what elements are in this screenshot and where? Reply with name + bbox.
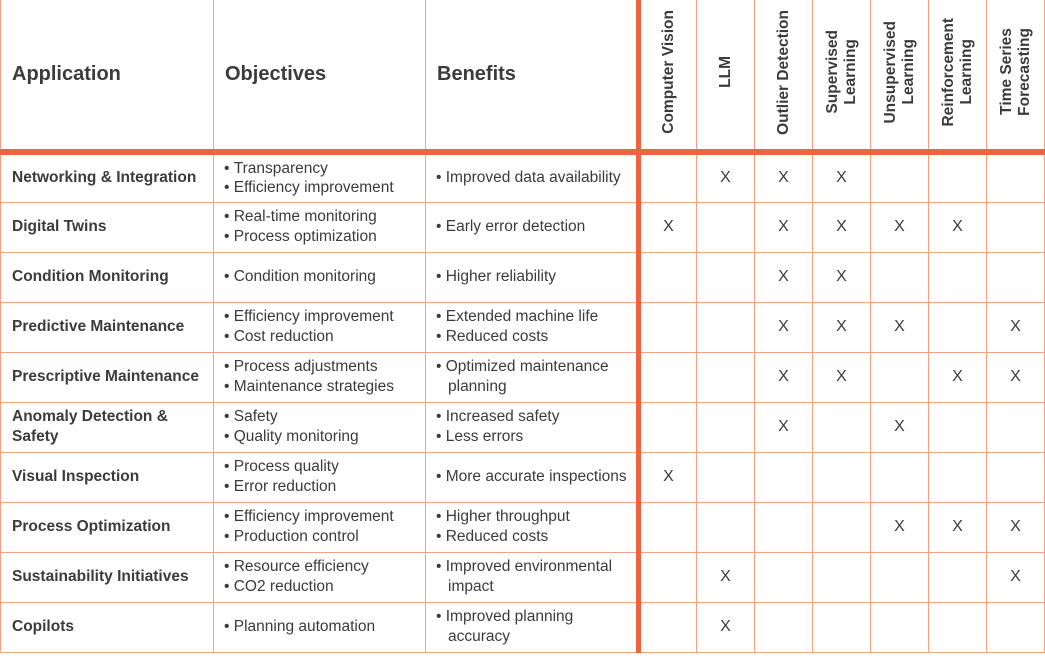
benefits-cell <box>426 252 639 302</box>
application-cell: Predictive Maintenance <box>1 302 214 352</box>
application-cell: Copilots <box>1 602 214 652</box>
mark-cell-computer-vision <box>639 552 697 602</box>
column-header-benefits: Benefits <box>426 0 639 152</box>
objectives-cell <box>214 502 426 552</box>
mark-cell-time-series-forecasting: X <box>987 352 1045 402</box>
mark-cell-reinforcement-learning <box>929 302 987 352</box>
column-header-time-series-forecasting: Time Series Forecasting <box>987 0 1045 152</box>
mark-cell-outlier-detection <box>755 452 813 502</box>
objective-item: • Process optimization <box>224 227 419 247</box>
mark-cell-reinforcement-learning <box>929 602 987 652</box>
objectives-cell <box>214 352 426 402</box>
mark-cell-reinforcement-learning: X <box>929 352 987 402</box>
benefit-item: • Improved planning accuracy <box>436 607 630 646</box>
table-row-sustainability-initiatives <box>1 552 1045 602</box>
mark-cell-reinforcement-learning <box>929 552 987 602</box>
column-header-llm: LLM <box>697 0 755 152</box>
mark-cell-supervised-learning: X <box>813 302 871 352</box>
column-header-unsupervised-learning: Unsupervised Learning <box>871 0 929 152</box>
mark-cell-outlier-detection: X <box>755 302 813 352</box>
objectives-cell <box>214 252 426 302</box>
objective-item: • Efficiency improvement <box>224 307 419 327</box>
column-header-application: Application <box>1 0 214 152</box>
mark-cell-computer-vision <box>639 352 697 402</box>
mark-cell-llm: X <box>697 602 755 652</box>
benefits-cell <box>426 552 639 602</box>
objectives-cell <box>214 152 426 202</box>
benefit-item: • Early error detection <box>436 217 630 237</box>
application-cell: Visual Inspection <box>1 452 214 502</box>
benefits-cell <box>426 502 639 552</box>
mark-cell-time-series-forecasting <box>987 402 1045 452</box>
column-header-supervised-learning: Supervised Learning <box>813 0 871 152</box>
mark-cell-reinforcement-learning <box>929 152 987 202</box>
mark-cell-supervised-learning <box>813 402 871 452</box>
mark-cell-time-series-forecasting: X <box>987 552 1045 602</box>
table-row-digital-twins <box>1 202 1045 252</box>
application-cell: Prescriptive Maintenance <box>1 352 214 402</box>
table-row-anomaly-detection-safety <box>1 402 1045 452</box>
objectives-cell <box>214 402 426 452</box>
objective-item: • Process quality <box>224 457 419 477</box>
mark-cell-supervised-learning <box>813 502 871 552</box>
objective-item: • Maintenance strategies <box>224 377 419 397</box>
objective-item: • CO2 reduction <box>224 577 419 597</box>
objective-item: • Safety <box>224 407 419 427</box>
mark-cell-unsupervised-learning <box>871 352 929 402</box>
objectives-cell <box>214 552 426 602</box>
mark-cell-llm <box>697 352 755 402</box>
benefit-item: • Optimized maintenance planning <box>436 357 630 396</box>
mark-cell-computer-vision <box>639 252 697 302</box>
application-cell: Sustainability Initiatives <box>1 552 214 602</box>
mark-cell-supervised-learning <box>813 552 871 602</box>
mark-cell-llm: X <box>697 152 755 202</box>
application-cell: Condition Monitoring <box>1 252 214 302</box>
objective-item: • Real-time monitoring <box>224 207 419 227</box>
column-header-objectives: Objectives <box>214 0 426 152</box>
mark-cell-supervised-learning: X <box>813 352 871 402</box>
mark-cell-outlier-detection <box>755 552 813 602</box>
mark-cell-time-series-forecasting: X <box>987 502 1045 552</box>
mark-cell-time-series-forecasting <box>987 252 1045 302</box>
mark-cell-unsupervised-learning: X <box>871 202 929 252</box>
table-row-visual-inspection <box>1 452 1045 502</box>
benefits-cell <box>426 452 639 502</box>
mark-cell-time-series-forecasting <box>987 152 1045 202</box>
objective-item: • Error reduction <box>224 477 419 497</box>
mark-cell-supervised-learning <box>813 452 871 502</box>
mark-cell-unsupervised-learning: X <box>871 502 929 552</box>
mark-cell-outlier-detection <box>755 502 813 552</box>
objective-item: • Efficiency improvement <box>224 178 419 198</box>
mark-cell-reinforcement-learning <box>929 402 987 452</box>
mark-cell-outlier-detection: X <box>755 202 813 252</box>
table-row-condition-monitoring <box>1 252 1045 302</box>
objective-item: • Cost reduction <box>224 327 419 347</box>
mark-cell-reinforcement-learning <box>929 252 987 302</box>
mark-cell-unsupervised-learning <box>871 152 929 202</box>
benefit-item: • Extended machine life <box>436 307 630 327</box>
objectives-cell <box>214 452 426 502</box>
mark-cell-reinforcement-learning: X <box>929 202 987 252</box>
mark-cell-unsupervised-learning: X <box>871 402 929 452</box>
objective-item: • Efficiency improvement <box>224 507 419 527</box>
mark-cell-unsupervised-learning <box>871 552 929 602</box>
objective-item: • Resource efficiency <box>224 557 419 577</box>
application-cell: Process Optimization <box>1 502 214 552</box>
benefit-item: • Higher reliability <box>436 267 630 287</box>
mark-cell-reinforcement-learning: X <box>929 502 987 552</box>
mark-cell-llm <box>697 302 755 352</box>
application-cell: Networking & Integration <box>1 152 214 202</box>
mark-cell-llm <box>697 252 755 302</box>
mark-cell-llm <box>697 202 755 252</box>
mark-cell-time-series-forecasting <box>987 452 1045 502</box>
table-row-predictive-maintenance <box>1 302 1045 352</box>
benefit-item: • Reduced costs <box>436 527 630 547</box>
mark-cell-unsupervised-learning: X <box>871 302 929 352</box>
mark-cell-outlier-detection: X <box>755 352 813 402</box>
mark-cell-computer-vision <box>639 152 697 202</box>
mark-cell-unsupervised-learning <box>871 602 929 652</box>
mark-cell-supervised-learning <box>813 602 871 652</box>
header-row <box>1 0 1045 152</box>
table-row-networking-integration <box>1 152 1045 202</box>
application-cell: Anomaly Detection & Safety <box>1 402 214 452</box>
mark-cell-llm <box>697 402 755 452</box>
mark-cell-computer-vision <box>639 502 697 552</box>
objectives-cell <box>214 602 426 652</box>
benefits-cell <box>426 152 639 202</box>
mark-cell-time-series-forecasting <box>987 602 1045 652</box>
mark-cell-outlier-detection: X <box>755 252 813 302</box>
benefits-cell <box>426 202 639 252</box>
mark-cell-unsupervised-learning <box>871 252 929 302</box>
column-header-reinforcement-learning: Reinforcement Learning <box>929 0 987 152</box>
benefit-item: • Increased safety <box>436 407 630 427</box>
objective-item: • Quality monitoring <box>224 427 419 447</box>
table-row-prescriptive-maintenance <box>1 352 1045 402</box>
benefit-item: • Improved environmental impact <box>436 557 630 596</box>
objectives-cell <box>214 202 426 252</box>
mark-cell-supervised-learning: X <box>813 252 871 302</box>
mark-cell-computer-vision: X <box>639 202 697 252</box>
mark-cell-computer-vision: X <box>639 452 697 502</box>
mark-cell-time-series-forecasting: X <box>987 302 1045 352</box>
mark-cell-llm <box>697 452 755 502</box>
mark-cell-time-series-forecasting <box>987 202 1045 252</box>
mark-cell-llm <box>697 502 755 552</box>
objective-item: • Condition monitoring <box>224 267 419 287</box>
objectives-cell <box>214 302 426 352</box>
mark-cell-outlier-detection: X <box>755 152 813 202</box>
benefits-cell <box>426 352 639 402</box>
mark-cell-supervised-learning: X <box>813 152 871 202</box>
mark-cell-supervised-learning: X <box>813 202 871 252</box>
column-header-computer-vision: Computer Vision <box>639 0 697 152</box>
objective-item: • Process adjustments <box>224 357 419 377</box>
objective-item: • Transparency <box>224 159 419 179</box>
benefits-cell <box>426 602 639 652</box>
benefit-item: • Higher throughput <box>436 507 630 527</box>
benefits-cell <box>426 402 639 452</box>
benefit-item: • More accurate inspections <box>436 467 630 487</box>
mark-cell-computer-vision <box>639 602 697 652</box>
mark-cell-unsupervised-learning <box>871 452 929 502</box>
table-row-copilots <box>1 602 1045 652</box>
table-row-process-optimization <box>1 502 1045 552</box>
mark-cell-outlier-detection: X <box>755 402 813 452</box>
benefit-item: • Less errors <box>436 427 630 447</box>
mark-cell-computer-vision <box>639 402 697 452</box>
column-header-outlier-detection: Outlier Detection <box>755 0 813 152</box>
objective-item: • Planning automation <box>224 617 419 637</box>
objective-item: • Production control <box>224 527 419 547</box>
benefit-item: • Improved data availability <box>436 168 630 188</box>
application-cell: Digital Twins <box>1 202 214 252</box>
mark-cell-reinforcement-learning <box>929 452 987 502</box>
mark-cell-llm: X <box>697 552 755 602</box>
mark-cell-computer-vision <box>639 302 697 352</box>
mark-cell-outlier-detection <box>755 602 813 652</box>
benefits-cell <box>426 302 639 352</box>
benefit-item: • Reduced costs <box>436 327 630 347</box>
